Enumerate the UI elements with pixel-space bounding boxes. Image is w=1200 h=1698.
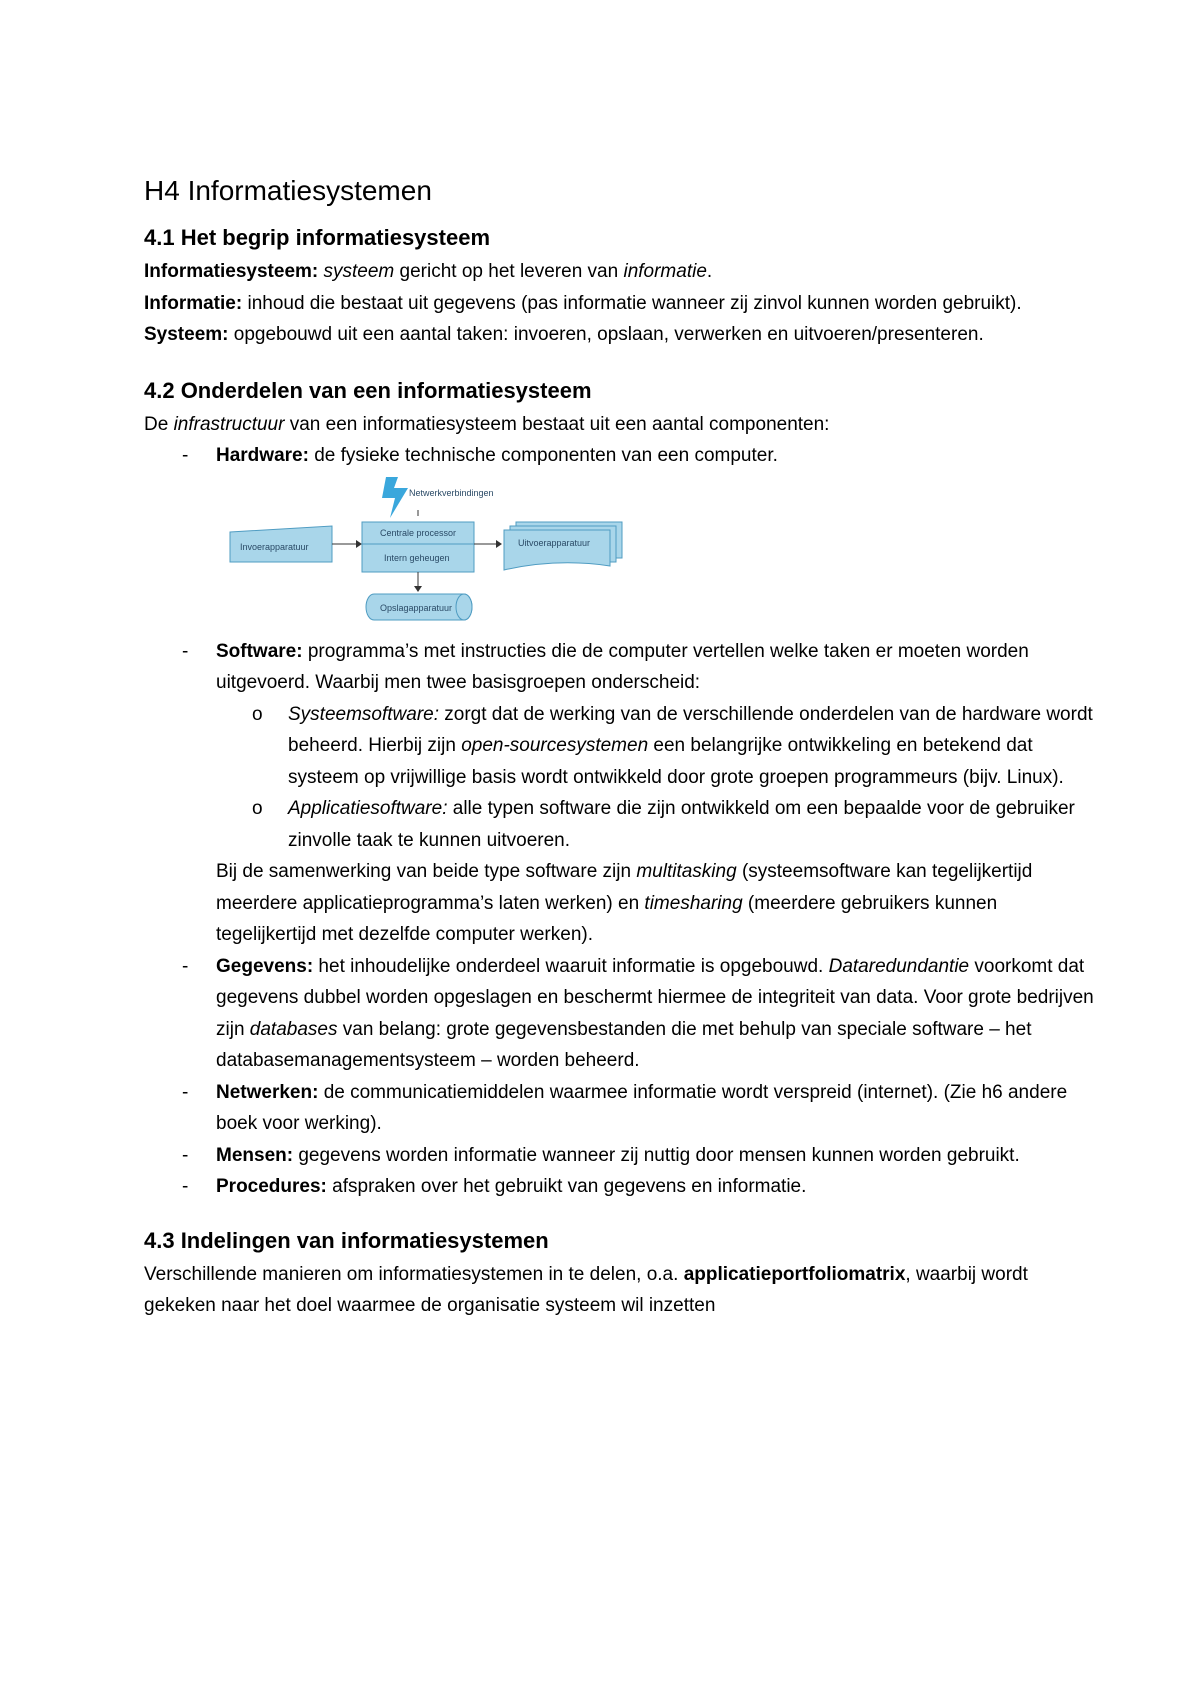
list-item-software: - Software: programma’s met instructies die de computer vertellen welke taken er moeten worden uitgevoerd. Waarbij men twee basisgroepen onderscheid: o Systeemsoftware: zorgt dat de werking van de verschillende onderdelen van de hardware wordt beheerd. Hierbij zijn open-sourcesystemen een belangrijke ontwikkeling en betekend dat systeem op vrijwillige basis wordt ontwikkeld door grote groepen programmeurs (bijv. Linux). o Applicatiesoftware: alle typen software die zijn ontwikkeld om een bepaalde voor de gebruiker zinvolle taak te kunnen uitvoeren. Bij de samenwerking van beide type software zijn multitasking (systeemsoftware kan tegelijkertijd meerdere applicatieprogramma’s laten werken) en timesharing (meerdere gebruikers kunnen tegelijkertijd met dezelfde computer werken). — [144, 636, 1094, 951]
dash-bullet: - — [182, 1176, 189, 1197]
page-title: H4 Informatiesystemen — [144, 175, 432, 206]
definition-systeem: Systeem: opgebouwd uit een aantal taken: invoeren, opslaan, verwerken en uitvoeren/presenteren. — [144, 324, 984, 345]
label-input: Invoerapparatuur — [240, 541, 309, 552]
hardware-diagram-svg — [214, 474, 694, 632]
definition-informatie: Informatie: inhoud die bestaat uit gegevens (pas informatie wanneer zij zinvol kunnen worden gebruikt). — [144, 292, 1022, 314]
list-item-gegevens: - Gegevens: het inhoudelijke onderdeel waaruit informatie is opgebouwd. Dataredundantie voorkomt dat gegevens dubbel worden opgeslagen en beschermt hiermee de integriteit van data. Voor grote bedrijven zijn databases van belang: grote gegevensbestanden die met behulp van speciale software – het databasemanagementsysteem – worden beheerd. — [144, 951, 1094, 1077]
label-memory: Intern geheugen — [384, 552, 450, 563]
list-item-hardware: - Hardware: de fysieke technische componenten van een computer. — [144, 440, 1094, 472]
output-device-box — [504, 530, 610, 570]
dash-bullet: - — [182, 1144, 189, 1166]
definition-informatiesysteem: Informatiesysteem: systeem gericht op het leveren van informatie. — [144, 261, 713, 282]
section-heading-4-3: 4.3 Indelingen van informatiesystemen — [144, 1227, 549, 1253]
list-item-systeemsoftware: o Systeemsoftware: zorgt dat de werking van de verschillende onderdelen van de hardware wordt beheerd. Hierbij zijn open-sourcesystemen een belangrijke ontwikkeling en betekend dat systeem op vrijwillige basis wordt ontwikkeld door grote groepen programmeurs (bijv. Linux). — [216, 699, 1094, 794]
dash-bullet: - — [182, 445, 189, 466]
dash-bullet: - — [182, 955, 189, 977]
classification-paragraph: Verschillende manieren om informatiesystemen in te delen, o.a. applicatieportfoliomatrix, waarbij wordt gekeken naar het doel waarmee de organisatie systeem wil inzetten — [144, 1263, 1028, 1316]
label-output: Uitvoerapparatuur — [518, 537, 591, 548]
list-item-netwerken: - Netwerken: de communicatiemiddelen waarmee informatie wordt verspreid (internet). (Zie h6 andere boek voor werking). — [144, 1077, 1094, 1140]
section-heading-4-1: 4.1 Het begrip informatiesysteem — [144, 225, 491, 250]
dash-bullet: - — [182, 1081, 189, 1103]
label-storage: Opslagapparatuur — [380, 602, 453, 613]
network-bolt-icon — [382, 477, 408, 518]
dash-bullet: - — [182, 640, 189, 662]
circle-bullet: o — [252, 703, 263, 725]
component-list — [144, 440, 1094, 472]
software-cooperation-paragraph: Bij de samenwerking van beide type software zijn multitasking (systeemsoftware kan tegelijkertijd meerdere applicatieprogramma’s laten werken) en timesharing (meerdere gebruikers kunnen tegelijkertijd met dezelfde computer werken). — [216, 861, 1033, 945]
component-list-continued — [144, 636, 1094, 1203]
label-cpu: Centrale processor — [380, 527, 457, 538]
circle-bullet: o — [252, 798, 263, 819]
section-heading-4-2: 4.2 Onderdelen van een informatiesysteem — [144, 377, 592, 403]
software-types-list — [216, 699, 1094, 857]
document-page — [144, 170, 1094, 1322]
label-network: Netwerkverbindingen — [409, 487, 494, 498]
list-item-mensen: - Mensen: gegevens worden informatie wanneer zij nuttig door mensen kunnen worden gebruikt. — [144, 1140, 1094, 1172]
hardware-diagram — [144, 474, 1094, 632]
infrastructure-intro: De infrastructuur van een informatiesysteem bestaat uit een aantal componenten: — [144, 413, 830, 435]
list-item-applicatiesoftware: o Applicatiesoftware: alle typen software die zijn ontwikkeld om een bepaalde voor de gebruiker zinvolle taak te kunnen uitvoeren. — [216, 793, 1094, 856]
list-item-procedures: - Procedures: afspraken over het gebruikt van gegevens en informatie. — [144, 1171, 1094, 1203]
